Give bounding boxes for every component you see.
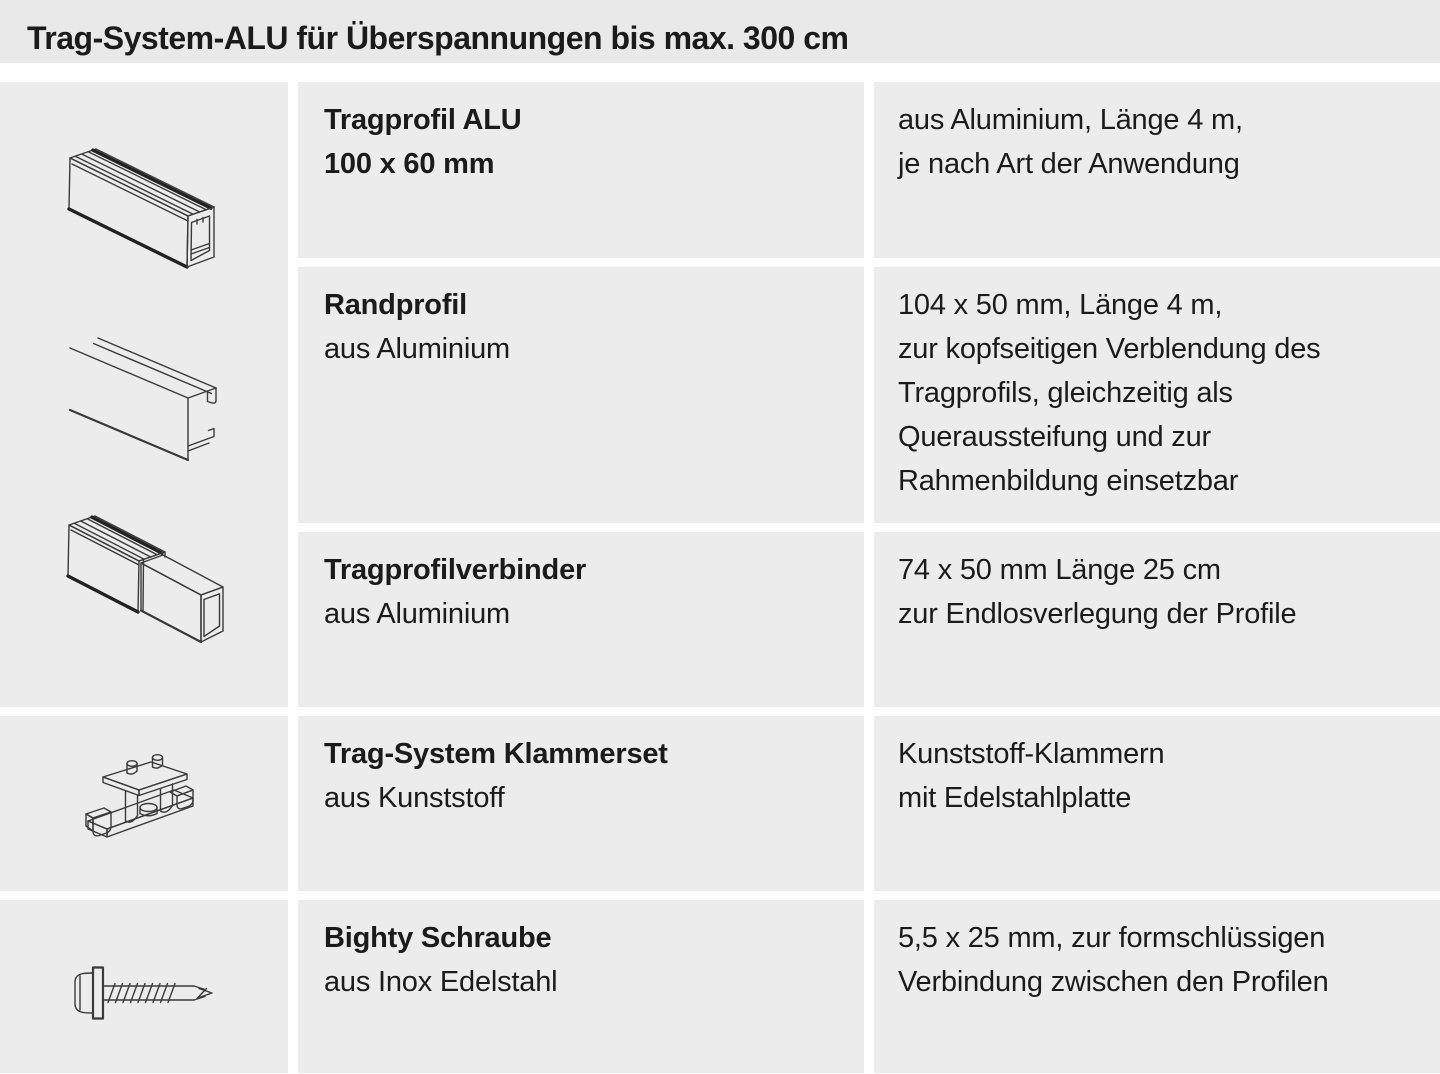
product-material: aus Aluminium bbox=[324, 333, 510, 365]
product-table bbox=[0, 82, 1440, 1073]
product-spec-line: zur Endlosverlegung der Profile bbox=[898, 598, 1297, 630]
product-name-cell-klammerset bbox=[298, 716, 864, 891]
product-title: Tragprofil ALU bbox=[324, 104, 522, 136]
illustration-cell-schraube bbox=[0, 900, 288, 1073]
illustration-cell-profiles bbox=[0, 82, 288, 707]
product-spec-line: Tragprofils, gleichzeitig als bbox=[898, 377, 1233, 409]
product-material: aus Aluminium bbox=[324, 598, 510, 630]
product-spec-line: Queraussteifung und zur bbox=[898, 421, 1211, 453]
product-name-cell-tragprofil bbox=[298, 82, 864, 258]
product-spec-line: Kunststoff-Klammern bbox=[898, 738, 1165, 770]
product-title-size: 100 x 60 mm bbox=[324, 148, 495, 180]
product-desc-cell-klammerset bbox=[874, 716, 1440, 891]
schraube-drawing bbox=[70, 962, 220, 1024]
product-spec-line: Verbindung zwischen den Profilen bbox=[898, 966, 1329, 998]
product-title: Trag-System Klammerset bbox=[324, 738, 668, 770]
randprofil-drawing bbox=[58, 334, 223, 474]
product-material: aus Inox Edelstahl bbox=[324, 966, 558, 998]
product-title: Bighty Schraube bbox=[324, 922, 552, 954]
product-spec-line: 104 x 50 mm, Länge 4 m, bbox=[898, 289, 1223, 321]
product-spec-line: 5,5 x 25 mm, zur formschlüssigen bbox=[898, 922, 1326, 954]
klammerset-drawing bbox=[78, 752, 213, 864]
page-title: Trag-System-ALU für Überspannungen bis max. 300 cm bbox=[27, 20, 849, 56]
product-name-cell-verbinder bbox=[298, 532, 864, 707]
product-desc-cell-tragprofil bbox=[874, 82, 1440, 258]
header-bar bbox=[0, 0, 1440, 63]
product-name-cell-schraube bbox=[298, 900, 864, 1073]
product-title: Randprofil bbox=[324, 289, 467, 321]
product-title: Tragprofilverbinder bbox=[324, 554, 587, 586]
product-name-cell-randprofil bbox=[298, 267, 864, 523]
product-spec-line: zur kopfseitigen Verblendung des bbox=[898, 333, 1321, 365]
tragprofil-alu-drawing bbox=[48, 144, 223, 279]
product-desc-cell-randprofil bbox=[874, 267, 1440, 523]
tragprofilverbinder-drawing bbox=[55, 507, 235, 647]
product-spec-line: mit Edelstahlplatte bbox=[898, 782, 1132, 814]
product-desc-cell-verbinder bbox=[874, 532, 1440, 707]
product-spec-line: 74 x 50 mm Länge 25 cm bbox=[898, 554, 1221, 586]
product-spec-line: Rahmenbildung einsetzbar bbox=[898, 465, 1239, 497]
product-spec-line: aus Aluminium, Länge 4 m, bbox=[898, 104, 1243, 136]
product-material: aus Kunststoff bbox=[324, 782, 505, 814]
product-desc-cell-schraube bbox=[874, 900, 1440, 1073]
illustration-cell-klammerset bbox=[0, 716, 288, 891]
product-spec-line: je nach Art der Anwendung bbox=[898, 148, 1240, 180]
